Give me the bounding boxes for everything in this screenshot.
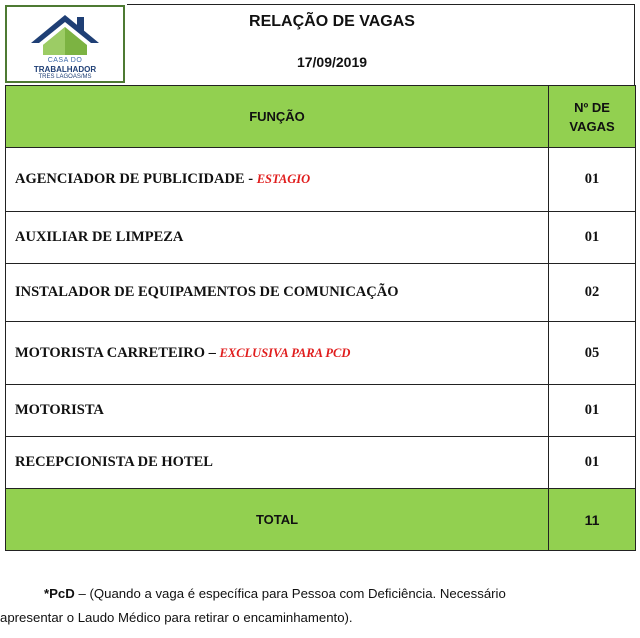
- funcao-note: EXCLUSIVA PARA PCD: [219, 345, 351, 360]
- table-row: [6, 322, 636, 385]
- funcao-cell: [6, 148, 549, 212]
- table-total-row: [6, 489, 636, 551]
- funcao-text: AUXILIAR DE LIMPEZA: [15, 229, 184, 245]
- table-row: [6, 437, 636, 489]
- funcao-cell: [6, 212, 549, 264]
- logo-line2: TRABALHADOR: [33, 65, 97, 74]
- footnote: [0, 582, 628, 630]
- page-title: RELAÇÃO DE VAGAS: [249, 13, 415, 30]
- funcao-text: RECEPCIONISTA DE HOTEL: [15, 454, 213, 470]
- funcao-cell: [6, 385, 549, 437]
- vagas-cell: 01: [549, 385, 636, 437]
- funcao-cell: [6, 322, 549, 385]
- column-header-vagas: [549, 86, 636, 148]
- table-row: [6, 385, 636, 437]
- funcao-text: INSTALADOR DE EQUIPAMENTOS DE COMUNICAÇÃO: [15, 284, 399, 300]
- column-header-vagas-line2: VAGAS: [569, 118, 615, 134]
- vagas-cell: 01: [549, 148, 636, 212]
- footnote-marker: *PcD: [44, 586, 75, 601]
- column-header-funcao: FUNÇÃO: [6, 86, 549, 148]
- vagas-table: [5, 85, 636, 551]
- table-row: [6, 212, 636, 264]
- funcao-cell: [6, 264, 549, 322]
- total-label: TOTAL: [6, 489, 549, 551]
- total-value: 11: [549, 489, 636, 551]
- logo-line3: TRES LAGOAS/MS: [38, 74, 92, 80]
- funcao-text: MOTORISTA: [15, 402, 104, 418]
- house-logo-icon: [29, 13, 101, 57]
- vagas-cell: 01: [549, 212, 636, 264]
- footnote-line1: [0, 582, 628, 606]
- page-date: 17/09/2019: [296, 54, 368, 70]
- funcao-note: ESTAGIO: [256, 172, 311, 186]
- funcao-text: AGENCIADOR DE PUBLICIDADE -: [15, 171, 257, 187]
- footnote-line2-text: apresentar o Laudo Médico para retirar o encaminhamento).: [0, 610, 353, 625]
- funcao-text: MOTORISTA CARRETEIRO –: [15, 344, 220, 361]
- vagas-cell: 02: [549, 264, 636, 322]
- funcao-cell: [6, 437, 549, 489]
- table-header-row: [6, 86, 636, 148]
- vagas-cell: 05: [549, 322, 636, 385]
- column-header-vagas-line1: Nº DE: [574, 99, 610, 115]
- footnote-line1-text: – (Quando a vaga é específica para Pessoa com Deficiência. Necessário: [74, 586, 506, 601]
- casa-do-trabalhador-logo: [5, 5, 125, 83]
- logo-line1: CASA DO: [47, 57, 83, 64]
- table-row: [6, 264, 636, 322]
- table-row: [6, 148, 636, 212]
- vagas-cell: 01: [549, 437, 636, 489]
